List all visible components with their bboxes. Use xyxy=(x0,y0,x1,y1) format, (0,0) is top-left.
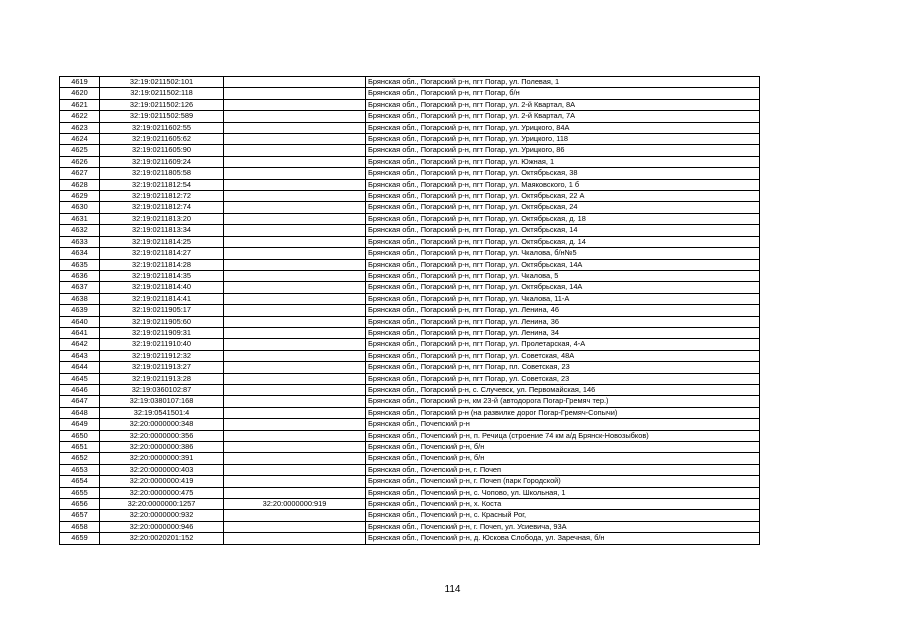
table-row xyxy=(60,282,760,293)
previous-cadastral-number-cell xyxy=(224,213,366,224)
previous-cadastral-number-cell xyxy=(224,111,366,122)
row-number-cell: 4634 xyxy=(60,248,100,259)
address-cell: Брянская обл., Почепский р-н, г. Почеп, ул. Усиевича, 93А xyxy=(366,521,760,532)
cadastral-number-cell: 32:19:0211910:40 xyxy=(100,339,224,350)
row-number-cell: 4643 xyxy=(60,350,100,361)
previous-cadastral-number-cell xyxy=(224,350,366,361)
cadastral-number-cell: 32:19:0380107:168 xyxy=(100,396,224,407)
cadastral-number-cell: 32:19:0211812:74 xyxy=(100,202,224,213)
table-row xyxy=(60,213,760,224)
row-number-cell: 4632 xyxy=(60,225,100,236)
row-number-cell: 4624 xyxy=(60,134,100,145)
previous-cadastral-number-cell xyxy=(224,339,366,350)
address-cell: Брянская обл., Погарский р-н, пгт Погар, ул. Ленина, 34 xyxy=(366,327,760,338)
table-row xyxy=(60,145,760,156)
cadastral-number-cell: 32:20:0000000:391 xyxy=(100,453,224,464)
previous-cadastral-number-cell xyxy=(224,373,366,384)
previous-cadastral-number-cell xyxy=(224,510,366,521)
table-row xyxy=(60,419,760,430)
cadastral-number-cell: 32:20:0000000:386 xyxy=(100,442,224,453)
row-number-cell: 4640 xyxy=(60,316,100,327)
cadastral-number-cell: 32:19:0211609:24 xyxy=(100,156,224,167)
row-number-cell: 4655 xyxy=(60,487,100,498)
registry-table-body xyxy=(60,77,760,545)
address-cell: Брянская обл., Погарский р-н, пгт Погар, ул. Октябрьская, д. 14 xyxy=(366,236,760,247)
table-row xyxy=(60,407,760,418)
address-cell: Брянская обл., Погарский р-н, пгт Погар, ул. Урицкого, 86 xyxy=(366,145,760,156)
row-number-cell: 4656 xyxy=(60,499,100,510)
row-number-cell: 4649 xyxy=(60,419,100,430)
address-cell: Брянская обл., Погарский р-н, км 23-й (автодорога Погар-Гремяч тер.) xyxy=(366,396,760,407)
row-number-cell: 4636 xyxy=(60,270,100,281)
address-cell: Брянская обл., Почепский р-н, г. Почеп xyxy=(366,464,760,475)
table-row xyxy=(60,122,760,133)
table-row xyxy=(60,373,760,384)
row-number-cell: 4631 xyxy=(60,213,100,224)
table-row xyxy=(60,430,760,441)
cadastral-number-cell: 32:19:0211805:58 xyxy=(100,168,224,179)
cadastral-number-cell: 32:20:0020201:152 xyxy=(100,533,224,544)
table-row xyxy=(60,384,760,395)
address-cell: Брянская обл., Погарский р-н, пгт Погар, ул. Южная, 1 xyxy=(366,156,760,167)
row-number-cell: 4629 xyxy=(60,191,100,202)
cadastral-number-cell: 32:20:0000000:356 xyxy=(100,430,224,441)
address-cell: Брянская обл., Погарский р-н (на развилке дорог Погар-Гремяч-Сопычи) xyxy=(366,407,760,418)
row-number-cell: 4638 xyxy=(60,293,100,304)
address-cell: Брянская обл., Погарский р-н, пгт Погар, ул. Маяковского, 1 б xyxy=(366,179,760,190)
row-number-cell: 4650 xyxy=(60,430,100,441)
row-number-cell: 4619 xyxy=(60,77,100,88)
cadastral-number-cell: 32:20:0000000:403 xyxy=(100,464,224,475)
row-number-cell: 4658 xyxy=(60,521,100,532)
previous-cadastral-number-cell xyxy=(224,88,366,99)
previous-cadastral-number-cell xyxy=(224,156,366,167)
table-row xyxy=(60,77,760,88)
previous-cadastral-number-cell: 32:20:0000000:919 xyxy=(224,499,366,510)
row-number-cell: 4641 xyxy=(60,327,100,338)
table-row xyxy=(60,156,760,167)
previous-cadastral-number-cell xyxy=(224,396,366,407)
address-cell: Брянская обл., Почепский р-н, с. Чопово, ул. Школьная, 1 xyxy=(366,487,760,498)
table-row xyxy=(60,464,760,475)
row-number-cell: 4652 xyxy=(60,453,100,464)
row-number-cell: 4633 xyxy=(60,236,100,247)
address-cell: Брянская обл., Почепский р-н, д. Юскова Слобода, ул. Заречная, б/н xyxy=(366,533,760,544)
row-number-cell: 4628 xyxy=(60,179,100,190)
address-cell: Брянская обл., Погарский р-н, пгт Погар, ул. 2-й Квартал, 8А xyxy=(366,99,760,110)
address-cell: Брянская обл., Погарский р-н, пгт Погар, б/н xyxy=(366,88,760,99)
cadastral-number-cell: 32:19:0211502:101 xyxy=(100,77,224,88)
cadastral-number-cell: 32:19:0211913:28 xyxy=(100,373,224,384)
cadastral-number-cell: 32:19:0211905:60 xyxy=(100,316,224,327)
previous-cadastral-number-cell xyxy=(224,168,366,179)
row-number-cell: 4657 xyxy=(60,510,100,521)
address-cell: Брянская обл., Погарский р-н, пгт Погар, ул. Чкалова, 11-А xyxy=(366,293,760,304)
address-cell: Брянская обл., Погарский р-н, пгт Погар, ул. Октябрьская, 14А xyxy=(366,282,760,293)
cadastral-number-cell: 32:19:0211905:17 xyxy=(100,305,224,316)
cadastral-number-cell: 32:19:0211909:31 xyxy=(100,327,224,338)
table-row xyxy=(60,327,760,338)
table-row xyxy=(60,248,760,259)
row-number-cell: 4623 xyxy=(60,122,100,133)
table-row xyxy=(60,339,760,350)
address-cell: Брянская обл., Погарский р-н, пгт Погар, ул. Чкалова, б/н№5 xyxy=(366,248,760,259)
previous-cadastral-number-cell xyxy=(224,487,366,498)
address-cell: Брянская обл., Погарский р-н, пгт Погар, ул. Октябрьская, 24 xyxy=(366,202,760,213)
previous-cadastral-number-cell xyxy=(224,407,366,418)
row-number-cell: 4645 xyxy=(60,373,100,384)
row-number-cell: 4630 xyxy=(60,202,100,213)
table-row xyxy=(60,510,760,521)
address-cell: Брянская обл., Почепский р-н, х. Коста xyxy=(366,499,760,510)
table-row xyxy=(60,111,760,122)
table-row xyxy=(60,305,760,316)
row-number-cell: 4647 xyxy=(60,396,100,407)
address-cell: Брянская обл., Погарский р-н, пгт Погар, ул. Октябрьская, д. 18 xyxy=(366,213,760,224)
previous-cadastral-number-cell xyxy=(224,145,366,156)
cadastral-number-cell: 32:20:0000000:932 xyxy=(100,510,224,521)
previous-cadastral-number-cell xyxy=(224,77,366,88)
table-row xyxy=(60,453,760,464)
previous-cadastral-number-cell xyxy=(224,305,366,316)
table-row xyxy=(60,521,760,532)
row-number-cell: 4648 xyxy=(60,407,100,418)
previous-cadastral-number-cell xyxy=(224,225,366,236)
page-number: 114 xyxy=(444,584,461,595)
row-number-cell: 4646 xyxy=(60,384,100,395)
address-cell: Брянская обл., Почепский р-н xyxy=(366,419,760,430)
row-number-cell: 4621 xyxy=(60,99,100,110)
address-cell: Брянская обл., Погарский р-н, пгт Погар, ул. Ленина, 46 xyxy=(366,305,760,316)
previous-cadastral-number-cell xyxy=(224,453,366,464)
row-number-cell: 4642 xyxy=(60,339,100,350)
address-cell: Брянская обл., Погарский р-н, пгт Погар, ул. Советская, 23 xyxy=(366,373,760,384)
row-number-cell: 4639 xyxy=(60,305,100,316)
table-row xyxy=(60,88,760,99)
cadastral-number-cell: 32:19:0211812:72 xyxy=(100,191,224,202)
previous-cadastral-number-cell xyxy=(224,442,366,453)
address-cell: Брянская обл., Почепский р-н, с. Красный Рог, xyxy=(366,510,760,521)
previous-cadastral-number-cell xyxy=(224,533,366,544)
table-row xyxy=(60,236,760,247)
address-cell: Брянская обл., Погарский р-н, пгт Погар, ул. Октябрьская, 14 xyxy=(366,225,760,236)
address-cell: Брянская обл., Погарский р-н, с. Случевск, ул. Первомайская, 146 xyxy=(366,384,760,395)
address-cell: Брянская обл., Погарский р-н, пгт Погар, ул. Пролетарская, 4-А xyxy=(366,339,760,350)
table-row xyxy=(60,396,760,407)
previous-cadastral-number-cell xyxy=(224,293,366,304)
address-cell: Брянская обл., Почепский р-н, б/н xyxy=(366,442,760,453)
address-cell: Брянская обл., Погарский р-н, пгт Погар, ул. Чкалова, 5 xyxy=(366,270,760,281)
address-cell: Брянская обл., Почепский р-н, б/н xyxy=(366,453,760,464)
address-cell: Брянская обл., Почепский р-н, п. Речица (строение 74 км а/д Брянск-Новозыбков) xyxy=(366,430,760,441)
previous-cadastral-number-cell xyxy=(224,327,366,338)
address-cell: Брянская обл., Погарский р-н, пгт Погар, ул. 2-й Квартал, 7А xyxy=(366,111,760,122)
cadastral-number-cell: 32:19:0211812:54 xyxy=(100,179,224,190)
cadastral-number-cell: 32:20:0000000:419 xyxy=(100,476,224,487)
table-row xyxy=(60,202,760,213)
previous-cadastral-number-cell xyxy=(224,236,366,247)
previous-cadastral-number-cell xyxy=(224,384,366,395)
previous-cadastral-number-cell xyxy=(224,419,366,430)
previous-cadastral-number-cell xyxy=(224,430,366,441)
row-number-cell: 4627 xyxy=(60,168,100,179)
row-number-cell: 4653 xyxy=(60,464,100,475)
address-cell: Брянская обл., Погарский р-н, пгт Погар, ул. Октябрьская, 22 А xyxy=(366,191,760,202)
cadastral-number-cell: 32:19:0211814:40 xyxy=(100,282,224,293)
cadastral-number-cell: 32:19:0211814:25 xyxy=(100,236,224,247)
row-number-cell: 4622 xyxy=(60,111,100,122)
cadastral-number-cell: 32:19:0211605:90 xyxy=(100,145,224,156)
cadastral-number-cell: 32:19:0211813:34 xyxy=(100,225,224,236)
table-row xyxy=(60,259,760,270)
table-row xyxy=(60,350,760,361)
previous-cadastral-number-cell xyxy=(224,134,366,145)
table-row xyxy=(60,99,760,110)
previous-cadastral-number-cell xyxy=(224,259,366,270)
row-number-cell: 4626 xyxy=(60,156,100,167)
table-row xyxy=(60,191,760,202)
table-row xyxy=(60,442,760,453)
previous-cadastral-number-cell xyxy=(224,122,366,133)
table-row xyxy=(60,179,760,190)
previous-cadastral-number-cell xyxy=(224,476,366,487)
cadastral-number-cell: 32:20:0000000:475 xyxy=(100,487,224,498)
cadastral-number-cell: 32:19:0211913:27 xyxy=(100,362,224,373)
previous-cadastral-number-cell xyxy=(224,202,366,213)
table-row xyxy=(60,499,760,510)
row-number-cell: 4654 xyxy=(60,476,100,487)
table-row xyxy=(60,476,760,487)
row-number-cell: 4620 xyxy=(60,88,100,99)
cadastral-number-cell: 32:19:0211814:28 xyxy=(100,259,224,270)
previous-cadastral-number-cell xyxy=(224,521,366,532)
address-cell: Брянская обл., Погарский р-н, пгт Погар, ул. Урицкого, 118 xyxy=(366,134,760,145)
address-cell: Брянская обл., Погарский р-н, пгт Погар, ул. Урицкого, 84А xyxy=(366,122,760,133)
table-row xyxy=(60,168,760,179)
cadastral-number-cell: 32:19:0211502:118 xyxy=(100,88,224,99)
previous-cadastral-number-cell xyxy=(224,282,366,293)
row-number-cell: 4625 xyxy=(60,145,100,156)
cadastral-number-cell: 32:19:0211502:126 xyxy=(100,99,224,110)
previous-cadastral-number-cell xyxy=(224,248,366,259)
address-cell: Брянская обл., Погарский р-н, пгт Погар, ул. Полевая, 1 xyxy=(366,77,760,88)
address-cell: Брянская обл., Погарский р-н, пгт Погар, пл. Советская, 23 xyxy=(366,362,760,373)
table-row xyxy=(60,225,760,236)
address-cell: Брянская обл., Погарский р-н, пгт Погар, ул. Ленина, 36 xyxy=(366,316,760,327)
previous-cadastral-number-cell xyxy=(224,270,366,281)
cadastral-number-cell: 32:19:0211605:62 xyxy=(100,134,224,145)
cadastral-number-cell: 32:19:0211814:41 xyxy=(100,293,224,304)
row-number-cell: 4644 xyxy=(60,362,100,373)
table-row xyxy=(60,270,760,281)
address-cell: Брянская обл., Погарский р-н, пгт Погар, ул. Октябрьская, 38 xyxy=(366,168,760,179)
cadastral-number-cell: 32:20:0000000:1257 xyxy=(100,499,224,510)
table-row xyxy=(60,316,760,327)
cadastral-number-cell: 32:19:0211502:589 xyxy=(100,111,224,122)
cadastral-number-cell: 32:19:0211602:55 xyxy=(100,122,224,133)
cadastral-number-cell: 32:19:0211814:27 xyxy=(100,248,224,259)
row-number-cell: 4635 xyxy=(60,259,100,270)
table-row xyxy=(60,293,760,304)
cadastral-number-cell: 32:20:0000000:946 xyxy=(100,521,224,532)
cadastral-number-cell: 32:20:0000000:348 xyxy=(100,419,224,430)
cadastral-number-cell: 32:19:0211912:32 xyxy=(100,350,224,361)
address-cell: Брянская обл., Почепский р-н, г. Почеп (парк Городской) xyxy=(366,476,760,487)
cadastral-number-cell: 32:19:0211813:20 xyxy=(100,213,224,224)
previous-cadastral-number-cell xyxy=(224,464,366,475)
table-row xyxy=(60,487,760,498)
cadastral-number-cell: 32:19:0360102:87 xyxy=(100,384,224,395)
previous-cadastral-number-cell xyxy=(224,316,366,327)
address-cell: Брянская обл., Погарский р-н, пгт Погар, ул. Октябрьская, 14А xyxy=(366,259,760,270)
table-row xyxy=(60,533,760,544)
row-number-cell: 4659 xyxy=(60,533,100,544)
previous-cadastral-number-cell xyxy=(224,362,366,373)
row-number-cell: 4651 xyxy=(60,442,100,453)
previous-cadastral-number-cell xyxy=(224,99,366,110)
row-number-cell: 4637 xyxy=(60,282,100,293)
cadastral-number-cell: 32:19:0541501:4 xyxy=(100,407,224,418)
table-row xyxy=(60,134,760,145)
table-row xyxy=(60,362,760,373)
address-cell: Брянская обл., Погарский р-н, пгт Погар, ул. Советская, 48А xyxy=(366,350,760,361)
previous-cadastral-number-cell xyxy=(224,179,366,190)
cadastral-number-cell: 32:19:0211814:35 xyxy=(100,270,224,281)
registry-table xyxy=(59,76,760,545)
previous-cadastral-number-cell xyxy=(224,191,366,202)
